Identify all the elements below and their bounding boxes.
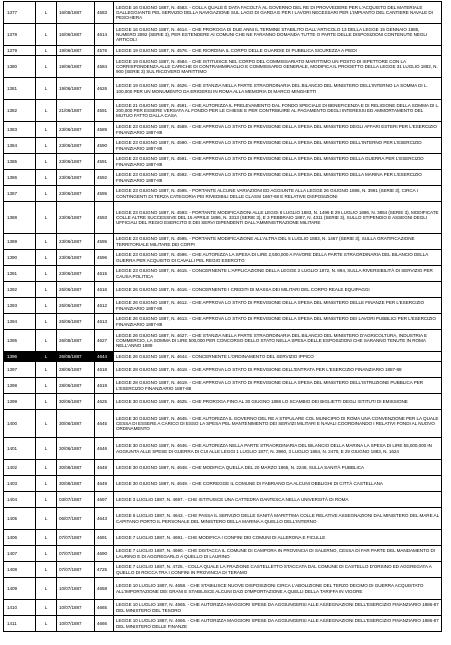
- table-row: [4, 282, 442, 298]
- law-description: LEGGE 30 GIUGNO 1887, N. 4625. - CHE PROROGA FINO AL 30 GIUGNO 1888 LO SCAMBIO DEI BIGLIETTI DEGLI ISTITUTI DI EMISSIONE: [114, 394, 442, 410]
- table-row: [4, 234, 442, 250]
- law-number: 4691: [95, 530, 114, 546]
- type-code: L: [36, 170, 57, 186]
- table-row: [4, 616, 442, 632]
- law-description: LEGGE 7 LUGLIO 1887, N. 4691. - CHE MODIFICA I CONFINI DEI COMUNI DI ALLERONA E FICULLE: [114, 530, 442, 546]
- table-row: [4, 56, 442, 78]
- law-date: 26/06/1887: [57, 282, 95, 298]
- table-row: [4, 546, 442, 562]
- table-row: [4, 438, 442, 460]
- law-date: 30/06/1887: [57, 394, 95, 410]
- row-number: 1398: [4, 378, 36, 394]
- law-description: LEGGE 23 GIUGNO 1887, N. 4595. - PORTANTE ALCUNE VARIAZIONI ED AGGIUNTE ALLA LEGGE 26 GIUGNO 1886, N. 3991 (SERIE 3), CIRCA I CONTINGENTI DI TERZA CATEGORIA PEI RIVEDIBILI DELLE CLASSI 1867-68 E RELATIVE DISPOSIZIONI: [114, 186, 442, 202]
- law-number: 4625: [95, 394, 114, 410]
- type-code: L: [36, 202, 57, 234]
- type-code: L: [36, 600, 57, 616]
- law-number: 4612: [95, 298, 114, 314]
- table-row: [4, 122, 442, 138]
- law-description: LEGGE 19 GIUGNO 1887, N. 4626. - CHE STANZIA NELLA PARTE STRAORDINARIA DEL BILANCIO DEL MINISTERO DELL'INTERNO LA SOMMA DI L. 100,000 PER UN MONUMENTO DA ERIGERSI IN ROMA ALLA MEMORIA DI MARCO MINGHETTI: [114, 78, 442, 100]
- law-number: 4644: [95, 352, 114, 362]
- table-row: [4, 170, 442, 186]
- law-date: 28/06/1887: [57, 362, 95, 378]
- law-number: 4619: [95, 378, 114, 394]
- table-row: [4, 314, 442, 330]
- type-code: L: [36, 2, 57, 24]
- law-date: 03/07/1887: [57, 492, 95, 508]
- law-number: 4590: [95, 138, 114, 154]
- type-code: L: [36, 298, 57, 314]
- row-number: 1388: [4, 202, 36, 234]
- law-date: 06/07/1887: [57, 508, 95, 530]
- row-number: 1383: [4, 122, 36, 138]
- law-number: 4643: [95, 508, 114, 530]
- law-description: LEGGE 26 GIUGNO 1887, N. 4616. - CONCERNENTE I CREDITI DI MASSA DEI MILITARI DEL CORPO REALE EQUIPAGGI: [114, 282, 442, 298]
- row-number: 1402: [4, 460, 36, 476]
- law-description: LEGGE 10 LUGLIO 1887, N. 4658. - CHE STABILISCE NUOVE DISPOSIZIONI CIRCA L'ABOLIZIONE DEL TERZO DECIMO DI GUERRA ACQUISTATO ALL'IMPORTAZIONE DEI GRANI E STABILISCE ALCUNI DAZI D'IMPORTAZIONE A QUELLI DELLA TARIFFA IN VIGORE: [114, 578, 442, 600]
- row-number: 1393: [4, 298, 36, 314]
- row-number: 1385: [4, 154, 36, 170]
- law-description: LEGGE 16 GIUGNO 1887, N. 4583. - COLLA QUALE È DATA FACOLTÀ AL GOVERNO DEL RE DI PROVVEDERE PER L'ACQUISTO DEL MATERIALE GALLEGGIANTE PEL SERVIZIO DELLA NAVIGAZIONE SUL LAGO DI GARDA E PER I LAVORI NECESSARI PER L'IMPIANTO DEL CANTIERE NAVALE DI PESCHIERA: [114, 2, 442, 24]
- row-number: 1405: [4, 508, 36, 530]
- type-code: L: [36, 56, 57, 78]
- type-code: L: [36, 122, 57, 138]
- row-number: 1389: [4, 234, 36, 250]
- law-date: 23/06/1887: [57, 154, 95, 170]
- table-row: [4, 250, 442, 266]
- law-date: 16/06/1887: [57, 2, 95, 24]
- table-row: [4, 562, 442, 578]
- type-code: L: [36, 530, 57, 546]
- table-row: [4, 410, 442, 438]
- type-code: L: [36, 476, 57, 492]
- law-number: 4595: [95, 186, 114, 202]
- table-row: [4, 378, 442, 394]
- law-description: LEGGE 23 GIUGNO 1887, N. 4590. - CHE APPROVA LO STATO DI PREVISIONE DELLA SPESA DEL MINISTERO DELL'INTERNO PER L'ESERCIZIO FINANZIARIO 1887-88: [114, 138, 442, 154]
- row-number: 1381: [4, 78, 36, 100]
- type-code: L: [36, 394, 57, 410]
- row-number: 1407: [4, 546, 36, 562]
- row-number: 1397: [4, 362, 36, 378]
- law-date: 19/06/1887: [57, 78, 95, 100]
- law-description: LEGGE 23 GIUGNO 1887, N. 4591. - CHE APPROVA LO STATO DI PREVISIONE DELLA SPESA DEL MINISTERO DELLA GUERRA PER L'ESERCIZIO FINANZIARIO 1887-88: [114, 154, 442, 170]
- table-row: [4, 138, 442, 154]
- law-description: LEGGE 26 GIUGNO 1887, N. 4644. - CONCERNENTE L'ORDINAMENTO DEL SERVIZIO IPPICO: [114, 352, 442, 362]
- row-number: 1392: [4, 282, 36, 298]
- table-row: [4, 508, 442, 530]
- law-date: 16/06/1887: [57, 24, 95, 46]
- law-date: 07/07/1887: [57, 562, 95, 578]
- law-description: LEGGE 16 GIUGNO 1887, N. 4614. - CHE PROROGA DI DUE ANNI IL TERMINE STABILITO DALL'ARTICOLO 13 DELLA LEGGE 15 GENNAIO 1885, NUMERO 2892 (SERIE 3), PER ESTENDERE AI COMUNI CHE NE FARANNO DOMANDA TUTTE O PARTE DELLE DISPOSIZIONI CONTENUTE NEGLI ARTICOLI: [114, 24, 442, 46]
- table-row: [4, 460, 442, 476]
- row-number: 1404: [4, 492, 36, 508]
- law-date: 30/06/1887: [57, 460, 95, 476]
- law-number: 4665: [95, 600, 114, 616]
- type-code: L: [36, 410, 57, 438]
- law-date: 28/06/1887: [57, 378, 95, 394]
- table-row: [4, 600, 442, 616]
- law-number: 4618: [95, 362, 114, 378]
- law-date: 21/06/1887: [57, 100, 95, 122]
- law-number: 4596: [95, 250, 114, 266]
- type-code: L: [36, 266, 57, 282]
- row-number: 1386: [4, 170, 36, 186]
- law-description: LEGGE 19 GIUGNO 1887, N. 4584. - CHE ISTITUISCE NEL CORPO DEL COMMISSARIATO MARITTIMO UN POSTO DI ISPETTORE CON LA CORRISPONDENZA ALLE CARICHE DI CONTRAMMIRAGLIO E COMMISSARIO GENERALE, MODIFICA IL PROGETTO DELLA LEGGE 31 LUGLIO 1882, N. 900 (SERIE 3) SUL RICOVERO MARITTIMO: [114, 56, 442, 78]
- law-number: 4613: [95, 314, 114, 330]
- table-row: [4, 78, 442, 100]
- law-number: 4614: [95, 24, 114, 46]
- type-code: L: [36, 78, 57, 100]
- row-number: 1410: [4, 600, 36, 616]
- law-date: 23/06/1887: [57, 266, 95, 282]
- law-description: LEGGE 23 GIUGNO 1887, N. 4595. - PORTANTE MODIFICAZIONE ALL'ALTRA DEL 5 LUGLIO 1883, N. 1467 (SERIE 3), SULLA GRATIFICAZIONE TERRITORIALE MILITARE DEI CORPI: [114, 234, 442, 250]
- table-row: [4, 476, 442, 492]
- table-row: [4, 202, 442, 234]
- row-number: 1384: [4, 138, 36, 154]
- law-date: 26/06/1887: [57, 352, 95, 362]
- law-date: 23/06/1887: [57, 122, 95, 138]
- row-number: 1400: [4, 410, 36, 438]
- law-description: LEGGE 7 LUGLIO 1887, N. 4725. - COLLA QUALE LA FRAZIONE CASTELLETTO STACCATA DAL COMUNE DI CASTELLO D'ORSINO ED AGGREGATA A QUELLO DI ROCCA TRA I CONFINI IN PROVINCIA DI TERAMO: [114, 562, 442, 578]
- laws-register-body: [4, 2, 442, 632]
- law-description: LEGGE 30 GIUGNO 1887, N. 4649. - CHE CORREGGE IL COMUNE DI FABRIANO DA ALCUNI OBBLIGHI DI CITTÀ CASTELLANA: [114, 476, 442, 492]
- table-row: [4, 266, 442, 282]
- type-code: L: [36, 378, 57, 394]
- row-number: 1380: [4, 56, 36, 78]
- law-description: LEGGE 10 LUGLIO 1887, N. 4666. - CHE AUTORIZZA MAGGIORI SPESE DA AGGIUNGERSI ALLE ASSEGNAZIONI DELL'ESERCIZIO FINANZIARIO 1886-87 DEL MINISTERO DELLE FINANZE: [114, 616, 442, 632]
- law-description: LEGGE 19 GIUGNO 1887, N. 4576. - CHE RIORDINA IL CORPO DELLE GUARDIE DI PUBBLICA SICUREZZA A PIEDI: [114, 46, 442, 56]
- row-number: 1390: [4, 250, 36, 266]
- law-description: LEGGE 26 GIUGNO 1887, N. 4612. - CHE APPROVA LO STATO DI PREVISIONE DELLA SPESA DEL MINISTERO DELLE FINANZE PER L'ESERCIZIO FINANZIARIO 1887-88: [114, 298, 442, 314]
- law-date: 26/06/1887: [57, 314, 95, 330]
- row-number: 1409: [4, 578, 36, 600]
- law-number: 4589: [95, 122, 114, 138]
- law-date: 23/06/1887: [57, 234, 95, 250]
- type-code: L: [36, 250, 57, 266]
- type-code: L: [36, 46, 57, 56]
- row-number: 1396: [4, 352, 36, 362]
- type-code: L: [36, 562, 57, 578]
- law-date: 30/06/1887: [57, 410, 95, 438]
- law-number: 4615: [95, 266, 114, 282]
- type-code: L: [36, 100, 57, 122]
- law-description: LEGGE 7 LUGLIO 1887, N. 4690. - CHE DISTACCA IL COMUNE DI CAMPORA IN PROVINCIA DI SALERNO, CESSA DI FAR PARTE DEL MANDAMENTO DI LAURINO E DI AGGREGARLO A QUELLO DI LAURINO: [114, 546, 442, 562]
- law-number: 4584: [95, 56, 114, 78]
- law-number: 4595: [95, 234, 114, 250]
- law-number: 4591: [95, 100, 114, 122]
- law-description: LEGGE 6 LUGLIO 1887, N. 4643. - CHE PASSA IL SERVIZIO DELLE SANITÀ MARITTIMA COLLE RELATIVE ASSEGNAZIONI DAL MINISTERO DEL MARE AL CAPITANO PORTO IL PERSONALE DEL MINISTERO DELLA MARINA A QUELLO DELL'INTERNO: [114, 508, 442, 530]
- law-number: 4658: [95, 578, 114, 600]
- row-number: 1394: [4, 314, 36, 330]
- law-description: LEGGE 21 GIUGNO 1887, N. 4591. - CHE AUTORIZZA IL PRELEVAMENTO DAL FONDO SPECIALE DI BENEFICENZA E DI RELIGIONE DELLA SOMMA DI L. 200,000 PER ESSERE VERSATA AL FONDO PER LE CHIESE E PER CONTRIBUIRE AL PAGAMENTO DEGLI INTERESSI ED AMMORTAMENTO DEL MUTUO FATTO DALLA CASA: [114, 100, 442, 122]
- table-row: [4, 46, 442, 56]
- law-number: 4666: [95, 616, 114, 632]
- law-description: LEGGE 30 GIUGNO 1887, N. 4645. - CHE AUTORIZZA IL GOVERNO DEL RE A STIPULARE COL MUNICIPIO DI ROMA UNA CONVENZIONE PER LA QUALE CESSA DI ESSERE A CARICO DI ESSO LA SPESA PEL MANTENIMENTO DEI SERVIZI MILITARI E NAVALI COORDINANDO I RELATIVI FONDI AL NUOVO ORDINAMENTO: [114, 410, 442, 438]
- law-description: LEGGE 26 GIUGNO 1887, N. 4627. - CHE STANZIA NELLA PARTE STRAORDINARIA DEL BILANCIO DEL MINISTERO D'AGRICOLTURA, INDUSTRIA E COMMERCIO, LA SOMMA DI LIRE 500,000 PER CONCORSO DELLO STATO NELLA SPESA DELLE ESPOSIZIONI CHE SARANNO TENUTE IN ROMA NELL'ANNO 1889: [114, 330, 442, 352]
- table-row: [4, 154, 442, 170]
- law-date: 19/06/1887: [57, 56, 95, 78]
- law-number: 4725: [95, 562, 114, 578]
- law-date: 19/06/1887: [57, 46, 95, 56]
- type-code: L: [36, 616, 57, 632]
- law-description: LEGGE 30 GIUGNO 1887, N. 4648. - CHE MODIFICA QUELLA DEL 20 MARZO 1865, N. 2248, SULLA SANITÀ PUBBLICA: [114, 460, 442, 476]
- law-date: 26/06/1887: [57, 298, 95, 314]
- row-number: 1378: [4, 24, 36, 46]
- law-date: 30/06/1887: [57, 476, 95, 492]
- table-row: [4, 2, 442, 24]
- law-date: 10/07/1887: [57, 578, 95, 600]
- type-code: L: [36, 508, 57, 530]
- law-number: 4576: [95, 46, 114, 56]
- type-code: L: [36, 186, 57, 202]
- row-number: 1387: [4, 186, 36, 202]
- law-description: LEGGE 30 GIUGNO 1887, N. 4646. - CHE AUTORIZZA NELLA PARTE STRAORDINARIA DEL BILANCIO DELLA MARINA LA SPESA DI LIRE 55,000,000 IN AGGIUNTA ALLE SPESE DI GUERRA DI CUI ALLE LEGGI 1 LUGLIO 1877, N. 3960, 3 LUGLIO 1884, N. 2470, E 29 GIUGNO 1883, N. 1624: [114, 438, 442, 460]
- table-row: [4, 362, 442, 378]
- row-number: 1403: [4, 476, 36, 492]
- type-code: L: [36, 438, 57, 460]
- row-number: 1406: [4, 530, 36, 546]
- type-code: L: [36, 138, 57, 154]
- law-number: 4627: [95, 330, 114, 352]
- law-description: LEGGE 3 LUGLIO 1887, N. 4697. - CHE ISTITUISCE UNA CATTEDRA DANTESCA NELLA UNIVERSITÀ DI ROMA: [114, 492, 442, 508]
- row-number: 1399: [4, 394, 36, 410]
- row-number: 1401: [4, 438, 36, 460]
- law-description: LEGGE 28 GIUGNO 1887, N. 4619. - CHE APPROVA LO STATO DI PREVISIONE DELLA SPESA DEL MINISTERO DELL'ISTRUZIONE PUBBLICA PER L'ESERCIZIO FINANZIARIO 1887-88: [114, 378, 442, 394]
- law-number: 4645: [95, 410, 114, 438]
- type-code: L: [36, 492, 57, 508]
- law-description: LEGGE 26 GIUGNO 1887, N. 4613. - CHE APPROVA LO STATO DI PREVISIONE DELLA SPESA DEL MINISTERO DEI LAVORI PUBBLICI PER L'ESERCIZIO FINANZIARIO 1887-88: [114, 314, 442, 330]
- law-date: 30/06/1887: [57, 438, 95, 460]
- law-description: LEGGE 28 GIUGNO 1887, N. 4618. - CHE APPROVA LO STATO DI PREVISIONE DELL'ENTRATA PER L'ESERCIZIO FINANZIARIO 1887-88: [114, 362, 442, 378]
- law-number: 4697: [95, 492, 114, 508]
- law-description: LEGGE 23 GIUGNO 1887, N. 4592. - CHE APPROVA LO STATO DI PREVISIONE DELLA SPESA DEL MINISTERO DELLA MARINA PER L'ESERCIZIO FINANZIARIO 1887-88: [114, 170, 442, 186]
- law-date: 23/06/1887: [57, 186, 95, 202]
- law-date: 23/06/1887: [57, 170, 95, 186]
- table-row: [4, 24, 442, 46]
- table-row: [4, 492, 442, 508]
- law-date: 23/06/1887: [57, 250, 95, 266]
- table-row: [4, 352, 442, 362]
- table-row: [4, 298, 442, 314]
- type-code: L: [36, 460, 57, 476]
- row-number: 1411: [4, 616, 36, 632]
- law-number: 4646: [95, 438, 114, 460]
- type-code: L: [36, 282, 57, 298]
- law-date: 07/07/1887: [57, 546, 95, 562]
- table-row: [4, 578, 442, 600]
- law-date: 26/06/1887: [57, 330, 95, 352]
- law-number: 4591: [95, 154, 114, 170]
- type-code: L: [36, 578, 57, 600]
- type-code: L: [36, 314, 57, 330]
- type-code: L: [36, 330, 57, 352]
- law-description: LEGGE 23 GIUGNO 1887, N. 4593. - PORTANTE MODIFICAZIONI ALLE LEGGI 8 LUGLIO 1883, N. 1496 E 29 LUGLIO 1886, N. 3854 (SERIE 3), MODIFICATE COLLE ALTRE SUCCESSIVE DEL 15 APRILE 1886, N. 3313 (SERIE 3), E 3 FEBBRAIO 1887, N. 4311 (SERIE 3), SULLO STIPENDIO E ASSEGNI DEGLI UFFICIALI DEL REGIO ESERCITO E DEI SERVI DIPENDENTI DALL'AMMINISTRAZIONE MILITARE: [114, 202, 442, 234]
- law-number: 4583: [95, 2, 114, 24]
- law-date: 23/06/1887: [57, 202, 95, 234]
- law-number: 4593: [95, 202, 114, 234]
- row-number: 1408: [4, 562, 36, 578]
- law-description: LEGGE 23 GIUGNO 1887, N. 4596. - CHE AUTORIZZA LA SPESA DI LIRE 2,500,000 A FAVORE DELLA PARTE STRAORDINARIA DEL BILANCIO DELLA GUERRA PER ACQUISTO DI CAVALLI PEL REGIO ESERCITO: [114, 250, 442, 266]
- law-date: 10/07/1887: [57, 616, 95, 632]
- laws-register-table: [3, 1, 442, 632]
- table-row: [4, 330, 442, 352]
- law-description: LEGGE 23 GIUGNO 1887, N. 4615. - CONCERNENTE L'APPLICAZIONE DELLA LEGGE 2 LUGLIO 1872, N. 894, SULLA RIVERSIBILITÀ DI SERVIZIO PER CAUSA POLITICA: [114, 266, 442, 282]
- law-date: 07/07/1887: [57, 530, 95, 546]
- law-number: 4690: [95, 546, 114, 562]
- law-number: 4616: [95, 282, 114, 298]
- row-number: 1391: [4, 266, 36, 282]
- type-code: L: [36, 24, 57, 46]
- type-code: L: [36, 352, 57, 362]
- table-row: [4, 394, 442, 410]
- law-date: 10/07/1887: [57, 600, 95, 616]
- type-code: L: [36, 546, 57, 562]
- law-number: 4592: [95, 170, 114, 186]
- law-date: 23/06/1887: [57, 138, 95, 154]
- row-number: 1395: [4, 330, 36, 352]
- law-description: LEGGE 23 GIUGNO 1887, N. 4589. - CHE APPROVA LO STATO DI PREVISIONE DELLA SPESA DEL MINISTERO DEGLI AFFARI ESTERI PER L'ESERCIZIO FINANZIARIO 1887-88: [114, 122, 442, 138]
- table-row: [4, 186, 442, 202]
- law-description: LEGGE 10 LUGLIO 1887, N. 4665. - CHE AUTORIZZA MAGGIORI SPESE DA AGGIUNGERSI ALLE ASSEGNAZIONI DELL'ESERCIZIO FINANZIARIO 1886-87 DEL MINISTERO DEL TESORO: [114, 600, 442, 616]
- law-number: 4626: [95, 78, 114, 100]
- table-row: [4, 530, 442, 546]
- type-code: L: [36, 154, 57, 170]
- law-number: 4648: [95, 460, 114, 476]
- type-code: L: [36, 362, 57, 378]
- row-number: 1377: [4, 2, 36, 24]
- law-number: 4649: [95, 476, 114, 492]
- row-number: 1382: [4, 100, 36, 122]
- type-code: L: [36, 234, 57, 250]
- row-number: 1379: [4, 46, 36, 56]
- table-row: [4, 100, 442, 122]
